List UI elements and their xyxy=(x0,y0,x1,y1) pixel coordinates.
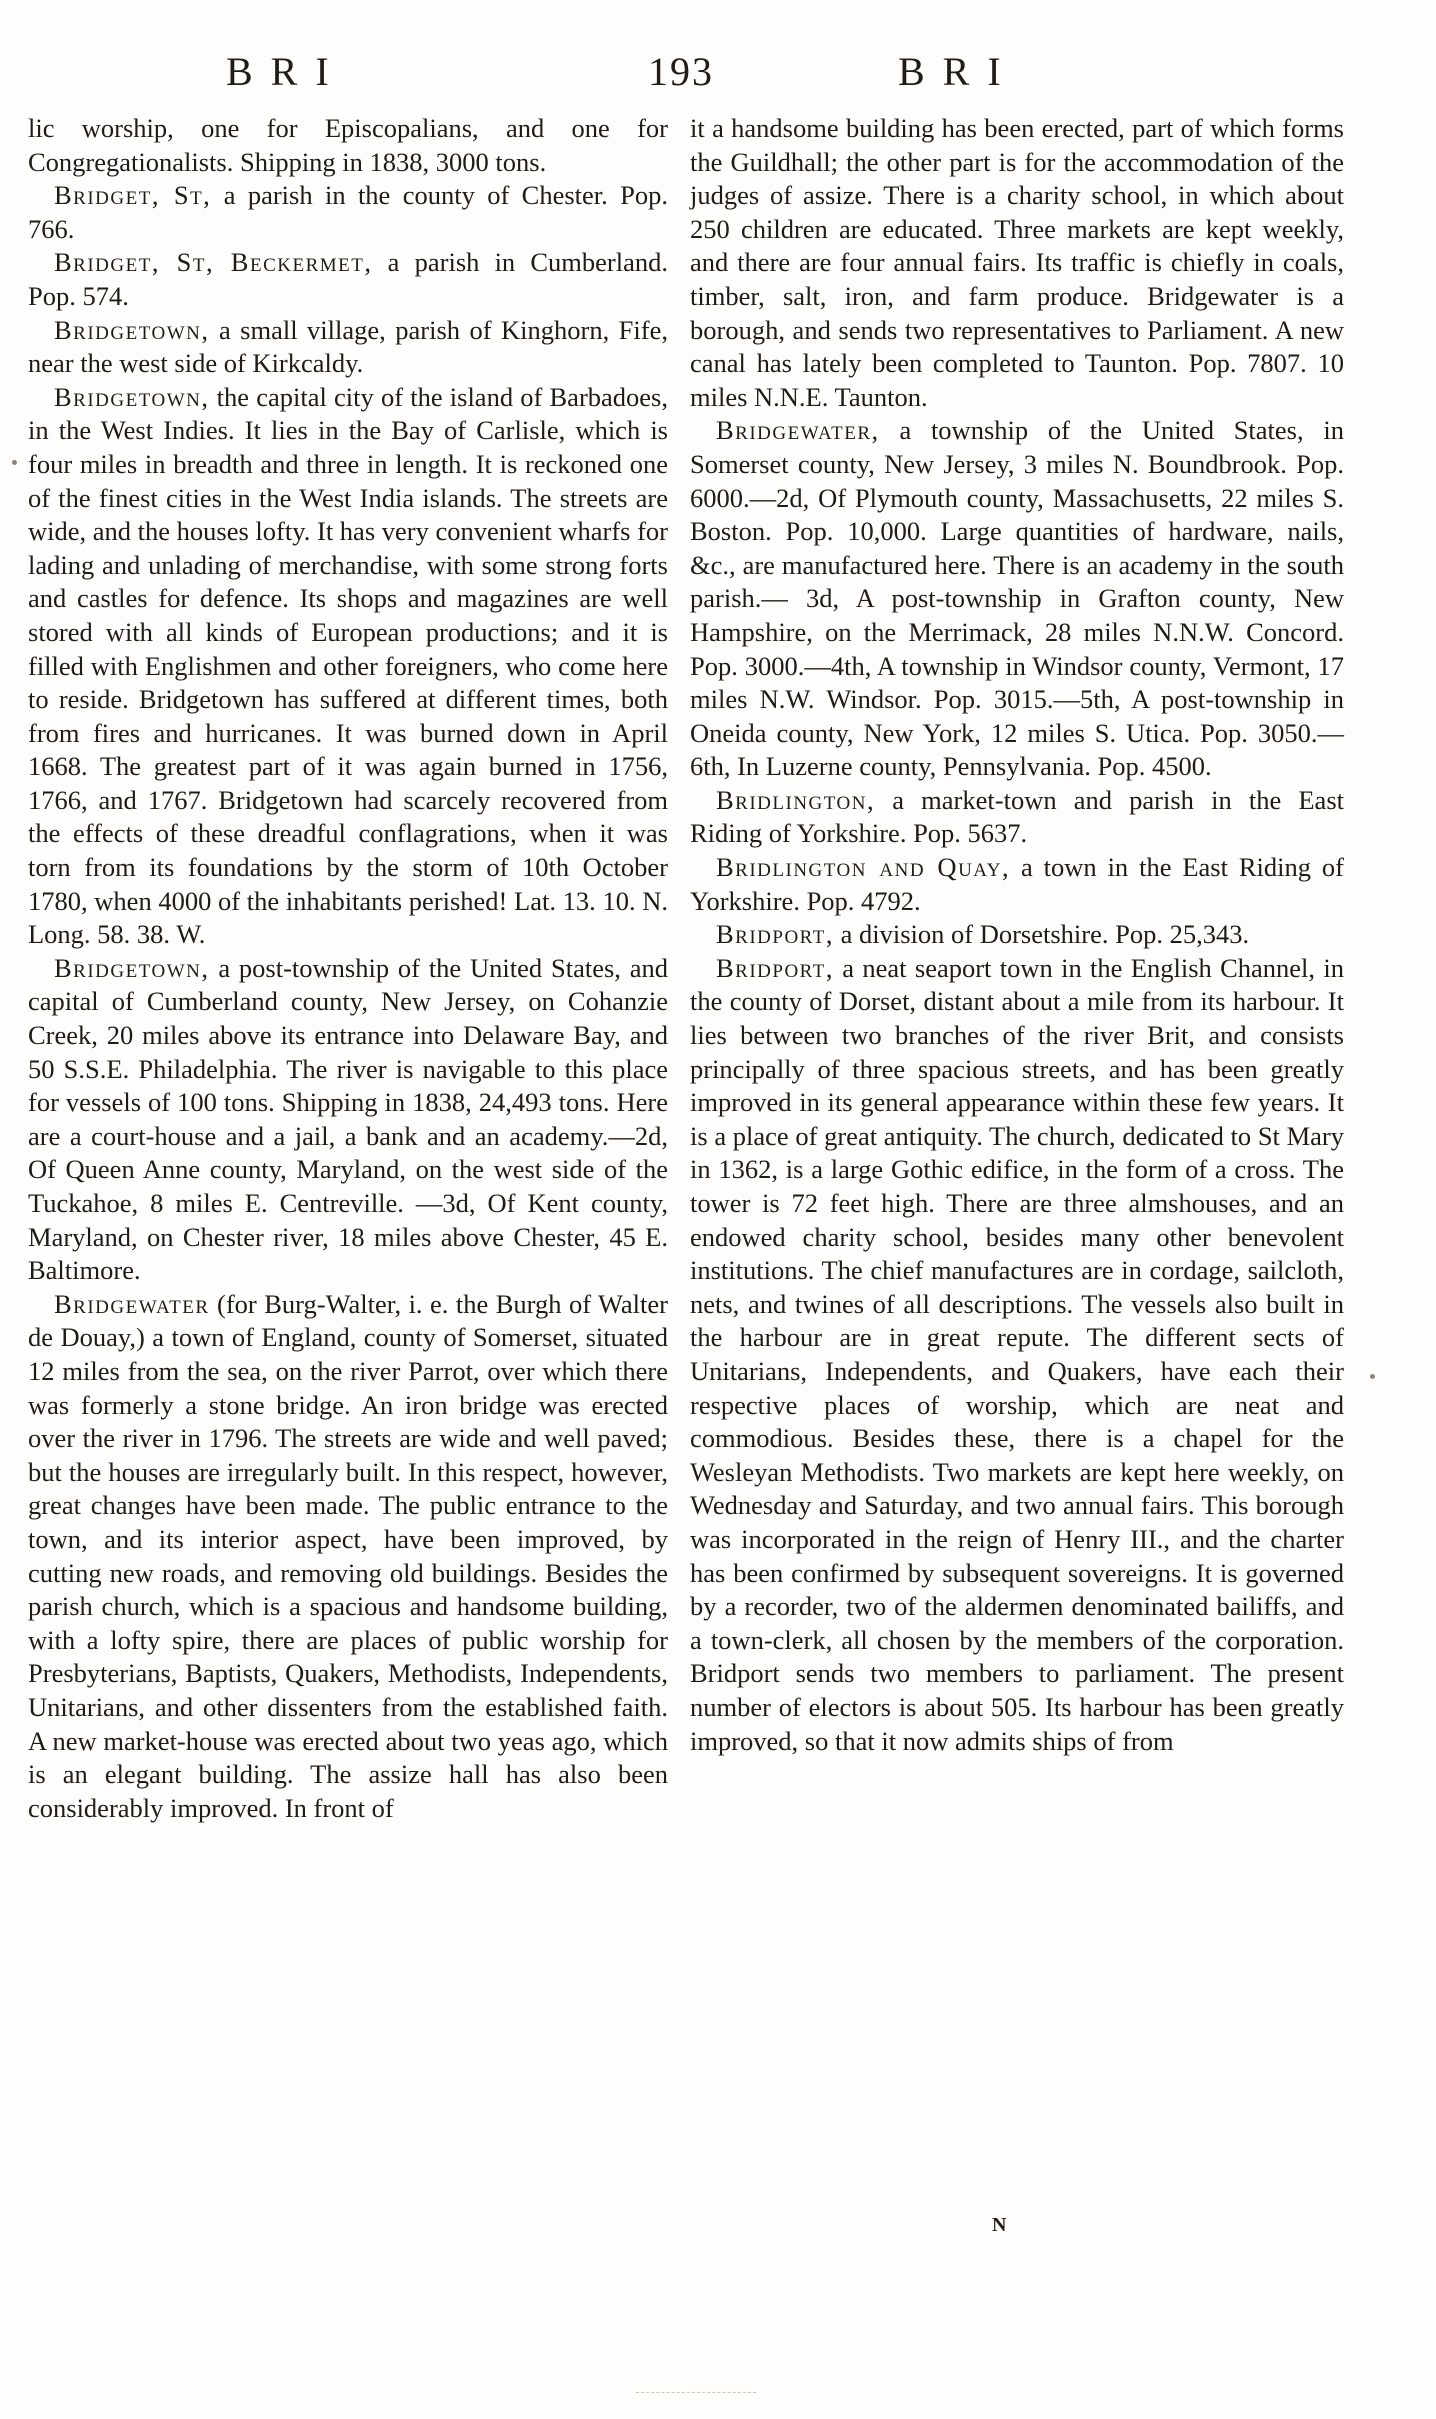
entry-text: a market-town and parish in the East Riding of Yorkshire. Pop. 5637. xyxy=(690,784,1344,849)
margin-speck xyxy=(1370,1374,1375,1379)
entry-headword: Bridgewater, xyxy=(716,415,880,446)
entry-text: lic worship, one for Episcopalians, and one for Congregationalists. Shipping in 1838, 3000 tons. xyxy=(28,113,668,177)
dictionary-entry xyxy=(690,851,1344,918)
entry-text: (for Burg-Walter, i. e. the Burgh of Walter de Douay,) a town of England, county of Somerset, situated 12 miles from the sea, on the river Parrot, over which there was formerly a stone bridge. An iron bridge was erected over the river in 1796. The streets are wide and well paved; but the houses are irregularly built. In this respect, however, great changes have been made. The public entrance to the town, and its interior aspect, have been improved, by cutting new roads, and removing old buildings. Besides the parish church, which is a spacious and handsome building, with a lofty spire, there are places of public worship for Presbyterians, Baptists, Quakers, Methodists, Independents, Unitarians, and other dissenters from the established faith. A new market-house was erected about two yeas ago, which is an elegant building. The assize hall has also been considerably improved. In front of xyxy=(28,1288,668,1823)
running-head-left: BRI xyxy=(226,49,347,94)
entry-headword: Bridlington, xyxy=(716,784,876,815)
entry-headword: Bridport, xyxy=(716,952,834,983)
entry-headword: Bridport, xyxy=(716,919,834,950)
entry-headword: Bridlington and Quay, xyxy=(716,852,1011,883)
signature-mark: N xyxy=(992,2214,1007,2236)
entry-text: the capital city of the island of Barbadoes, in the West Indies. It lies in the Bay of Carlisle, which is four miles in breadth and three in length. It is reckoned one of the finest cities in the West India islands. The streets are wide, and the houses lofty. It has very convenient wharfs for lading and unlading of merchandise, with some strong forts and castles for defence. Its shops and magazines are well stored with all kinds of European productions; and it is filled with Englishmen and other foreigners, who come here to reside. Bridgetown has suffered at different times, both from fires and hurricanes. It was burned down in April 1668. The greatest part of it was again burned in 1756, 1766, and 1767. Bridgetown had scarcely recovered from the effects of these dreadful conflagrations, when it was torn from its foundations by the storm of 10th October 1780, when 4000 of the inhabitants perished! Lat. 13. 10. N. Long. 58. 38. W. xyxy=(28,381,668,950)
entry-text: a division of Dorsetshire. Pop. 25,343. xyxy=(833,919,1250,950)
entry-headword: Bridget, St, Beckermet, xyxy=(54,247,373,278)
running-head-right: BRI xyxy=(898,49,1019,94)
entry-text: a parish in the county of Chester. Pop. 766. xyxy=(28,180,668,244)
entry-text: a town in the East Riding of Yorkshire. Pop. 4792. xyxy=(690,852,1344,916)
dictionary-entry xyxy=(28,1288,668,1826)
entry-headword: Bridgewater xyxy=(54,1288,210,1319)
page-number: 193 xyxy=(648,49,714,94)
bottom-rule xyxy=(636,2392,756,2393)
dictionary-entry xyxy=(28,179,668,246)
left-column xyxy=(28,112,668,1825)
dictionary-entry xyxy=(690,784,1344,851)
dictionary-entry xyxy=(690,918,1344,952)
dictionary-entry xyxy=(690,112,1344,414)
dictionary-entry xyxy=(28,112,668,179)
entry-headword: Bridgetown, xyxy=(54,381,210,412)
entry-headword: Bridgetown, xyxy=(54,314,210,345)
dictionary-entry xyxy=(28,314,668,381)
dictionary-entry xyxy=(690,414,1344,784)
entry-text: a township of the United States, in Somerset county, New Jersey, 3 miles N. Boundbrook. Pop. 6000.—2d, Of Plymouth county, Massachusetts, 22 miles S. Boston. Pop. 10,000. Large quantities of hardware, nails, &c., are manufactured here. There is an academy in the south parish.— 3d, A post-township in Grafton county, New Hampshire, on the Merrimack, 28 miles N.N.W. Concord. Pop. 3000.—4th, A township in Windsor county, Vermont, 17 miles N.W. Windsor. Pop. 3015.—5th, A post-township in Oneida county, New York, 12 miles S. Utica. Pop. 3050.—6th, In Luzerne county, Pennsylvania. Pop. 4500. xyxy=(690,415,1344,782)
entry-text: a neat seaport town in the English Channel, in the county of Dorset, distant about a mile from its harbour. It lies between two branches of the river Brit, and consists principally of three spacious streets, and has been greatly improved in its general appearance within these few years. It is a place of great antiquity. The church, dedicated to St Mary in 1362, is a large Gothic edifice, in the form of a cross. The tower is 72 feet high. There are three almshouses, and an endowed charity school, besides many other benevolent institutions. The chief manufactures are in cordage, sailcloth, nets, and twines of all descriptions. The vessels also built in the harbour are in great repute. The different sects of Unitarians, Independents, and Quakers, have each their respective places of worship, which are neat and commodious. Besides these, there is a chapel for the Wesleyan Methodists. Two markets are kept here weekly, on Wednesday and Saturday, and two annual fairs. This borough was incorporated in the reign of Henry III., and the charter has been confirmed by subsequent sovereigns. It is governed by a recorder, two of the aldermen denominated bailiffs, and a town-clerk, all chosen by the members of the corporation. Bridport sends two members to parliament. The present number of electors is about 505. Its harbour has been greatly improved, so that it now admits ships of from xyxy=(690,952,1344,1756)
dictionary-entry xyxy=(28,246,668,313)
dictionary-entry xyxy=(690,952,1344,1758)
dictionary-entry xyxy=(28,952,668,1288)
entry-headword: Bridgetown, xyxy=(54,952,210,983)
dictionary-entry xyxy=(28,381,668,952)
running-head xyxy=(0,48,1436,98)
entry-text: it a handsome building has been erected, part of which forms the Guildhall; the other part is for the accommodation of the judges of assize. There is a charity school, in which about 250 children are educated. Three markets are kept weekly, and there are four annual fairs. Its traffic is chiefly in coals, timber, salt, iron, and farm produce. Bridgewater is a borough, and sends two representatives to Parliament. A new canal has lately been completed to Taunton. Pop. 7807. 10 miles N.N.E. Taunton. xyxy=(690,113,1344,412)
entry-text: a parish in Cumberland. Pop. 574. xyxy=(28,247,668,311)
entry-text: a small village, parish of Kinghorn, Fife, near the west side of Kirkcaldy. xyxy=(28,314,668,379)
right-column xyxy=(690,112,1344,1758)
margin-speck xyxy=(12,460,17,465)
entry-headword: Bridget, St, xyxy=(54,180,212,211)
entry-text: a post-township of the United States, and capital of Cumberland county, New Jersey, on Cohanzie Creek, 20 miles above its entrance into Delaware Bay, and 50 S.S.E. Philadelphia. The river is navigable to this place for vessels of 100 tons. Shipping in 1838, 24,493 tons. Here are a court-house and a jail, a bank and an academy.—2d, Of Queen Anne county, Maryland, on the west side of the Tuckahoe, 8 miles E. Centreville. —3d, Of Kent county, Maryland, on Chester river, 18 miles above Chester, 45 E. Baltimore. xyxy=(28,952,668,1286)
